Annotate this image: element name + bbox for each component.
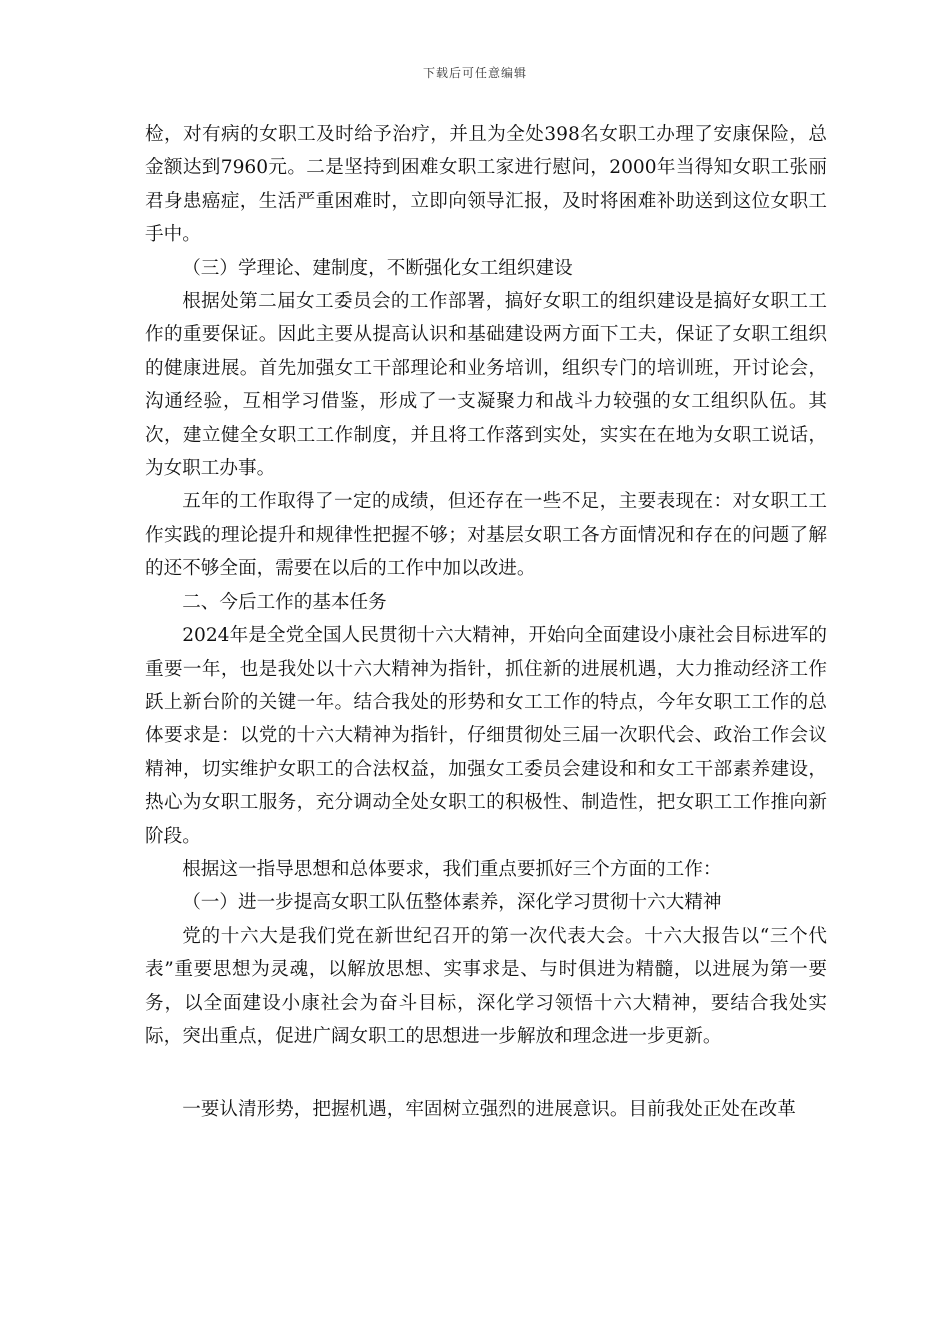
paragraph-sixteenth-congress: 党的十六大是我们党在新世纪召开的第一次代表大会。十六大报告以“三个代表”重要思想为灵魂，以解放思想、实事求是、与时俱进为精髓，以进展为第一要务，以全面建设小康社会为奋斗目标，深化学习领悟十六大精神，要结合我处实际，突出重点，促进广阔女职工的思想进一步解放和理念进一步更新。 [145,925,827,1047]
subsection-heading-1: （一）进一步提高女职工队伍整体素养，深化学习贯彻十六大精神 [182,892,722,914]
paragraph-shortcomings: 五年的工作取得了一定的成绩，但还存在一些不足，主要表现在：对女职工工作实践的理论提升和规律性把握不够；对基层女职工各方面情况和存在的问题了解的还不够全面，需要在以后的工作中加以改进。 [145,491,827,580]
paragraph-situation: 一要认清形势，把握机遇，牢固树立强烈的进展意识。目前我处正处在改革 [182,1099,796,1121]
page-header: 下载后可任意编辑 [422,66,527,80]
section-heading-2: 二、今后工作的基本任务 [182,591,387,613]
paragraph-2024: 2024年是全党全国人民贯彻十六大精神，开始向全面建设小康社会目标进军的重要一年，也是我处以十六大精神为指针，抓住新的进展机遇，大力推动经济工作跃上新台阶的关键一年。结合我处的形势和女工工作的特点，今年女职工工作的总体要求是：以党的十六大精神为指针，仔细贯彻处三届一次职代会、政治工作会议精神，切实维护女职工的合法权益，加强女工委员会建设和和女工干部素养建设，热心为女职工服务，充分调动全处女职工的积极性、制造性，把女职工工作推向新阶段。 [145,625,827,847]
paragraph-continuation: 检，对有病的女职工及时给予治疗，并且为全处398名女职工办理了安康保险，总金额达到7960元。二是坚持到困难女职工家进行慰问，2000年当得知女职工张丽君身患癌症，生活严重困难时，立即向领导汇报，及时将困难补助送到这位女职工手中。 [145,124,827,246]
document-body [145,118,827,1127]
paragraph-organization: 根据处第二届女工委员会的工作部署，搞好女职工的组织建设是搞好女职工工作的重要保证。因此主要从提高认识和基础建设两方面下工夫，保证了女职工组织的健康进展。首先加强女工干部理论和业务培训，组织专门的培训班，开讨论会，沟通经验，互相学习借鉴，形成了一支凝聚力和战斗力较强的女工组织队伍。其次，建立健全女职工工作制度，并且将工作落到实处，实实在在地为女职工说话，为女职工办事。 [145,291,827,480]
section-heading-3: （三）学理论、建制度，不断强化女工组织建设 [182,257,573,279]
paragraph-guidance: 根据这一指导思想和总体要求，我们重点要抓好三个方面的工作： [182,858,722,880]
